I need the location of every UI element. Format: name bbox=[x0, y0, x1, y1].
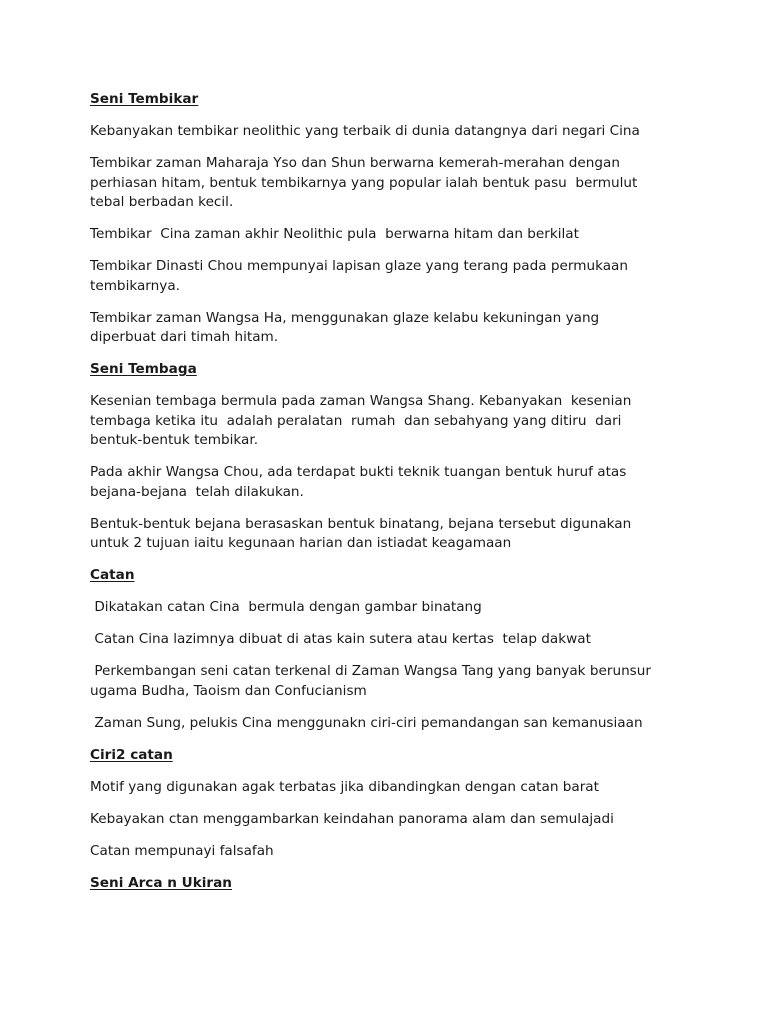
paragraph: Catan mempunayi falsafah bbox=[90, 842, 274, 859]
section-heading: Catan bbox=[90, 567, 135, 583]
section-seni-arca-n-ukiran bbox=[90, 874, 680, 894]
section-catan bbox=[90, 566, 680, 733]
section-seni-tembikar bbox=[90, 90, 680, 348]
paragraph: Tembikar zaman Maharaja Yso dan Shun berwarna kemerah-merahan dengan perhiasan hitam, bentuk tembikarnya yang popular ialah bentuk pasu bermulut tebal berbadan kecil. bbox=[90, 155, 638, 210]
paragraph: Kebayakan ctan menggambarkan keindahan panorama alam dan semulajadi bbox=[90, 810, 614, 827]
section-heading: Seni Arca n Ukiran bbox=[90, 874, 232, 891]
section-heading: Ciri2 catan bbox=[90, 746, 173, 763]
paragraph: Catan Cina lazimnya dibuat di atas kain sutera atau kertas telap dakwat bbox=[90, 631, 591, 647]
paragraph: Tembikar zaman Wangsa Ha, menggunakan glaze kelabu kekuningan yang diperbuat dari timah hitam. bbox=[90, 309, 600, 345]
paragraph: Dikatakan catan Cina bermula dengan gambar binatang bbox=[90, 599, 482, 615]
section-ciri2-catan bbox=[90, 746, 680, 862]
paragraph: Perkembangan seni catan terkenal di Zaman Wangsa Tang yang banyak berunsur ugama Budha, Taoism dan Confucianism bbox=[90, 663, 651, 699]
document-body bbox=[90, 90, 680, 906]
paragraph: Zaman Sung, pelukis Cina menggunakn ciri-ciri pemandangan san kemanusiaan bbox=[90, 714, 643, 731]
paragraph: Kesenian tembaga bermula pada zaman Wangsa Shang. Kebanyakan kesenian tembaga ketika itu adalah peralatan rumah dan sebahyang yang ditiru dari bentuk-bentuk tembikar. bbox=[90, 393, 632, 448]
paragraph: Bentuk-bentuk bejana berasaskan bentuk binatang, bejana tersebut digunakan untuk 2 tujuan iaitu kegunaan harian dan istiadat keagamaan bbox=[90, 515, 632, 551]
paragraph: Kebanyakan tembikar neolithic yang terbaik di dunia datangnya dari negari Cina bbox=[90, 123, 640, 139]
paragraph: Pada akhir Wangsa Chou, ada terdapat bukti teknik tuangan bentuk huruf atas bejana-bejana telah dilakukan. bbox=[90, 464, 627, 500]
section-heading: Seni Tembikar bbox=[90, 91, 199, 107]
paragraph: Motif yang digunakan agak terbatas jika dibandingkan dengan catan barat bbox=[90, 778, 599, 795]
paragraph: Tembikar Cina zaman akhir Neolithic pula berwarna hitam dan berkilat bbox=[90, 226, 579, 242]
paragraph: Tembikar Dinasti Chou mempunyai lapisan glaze yang terang pada permukaan tembikarnya. bbox=[90, 258, 629, 294]
section-heading: Seni Tembaga bbox=[90, 361, 197, 377]
section-seni-tembaga bbox=[90, 360, 680, 554]
